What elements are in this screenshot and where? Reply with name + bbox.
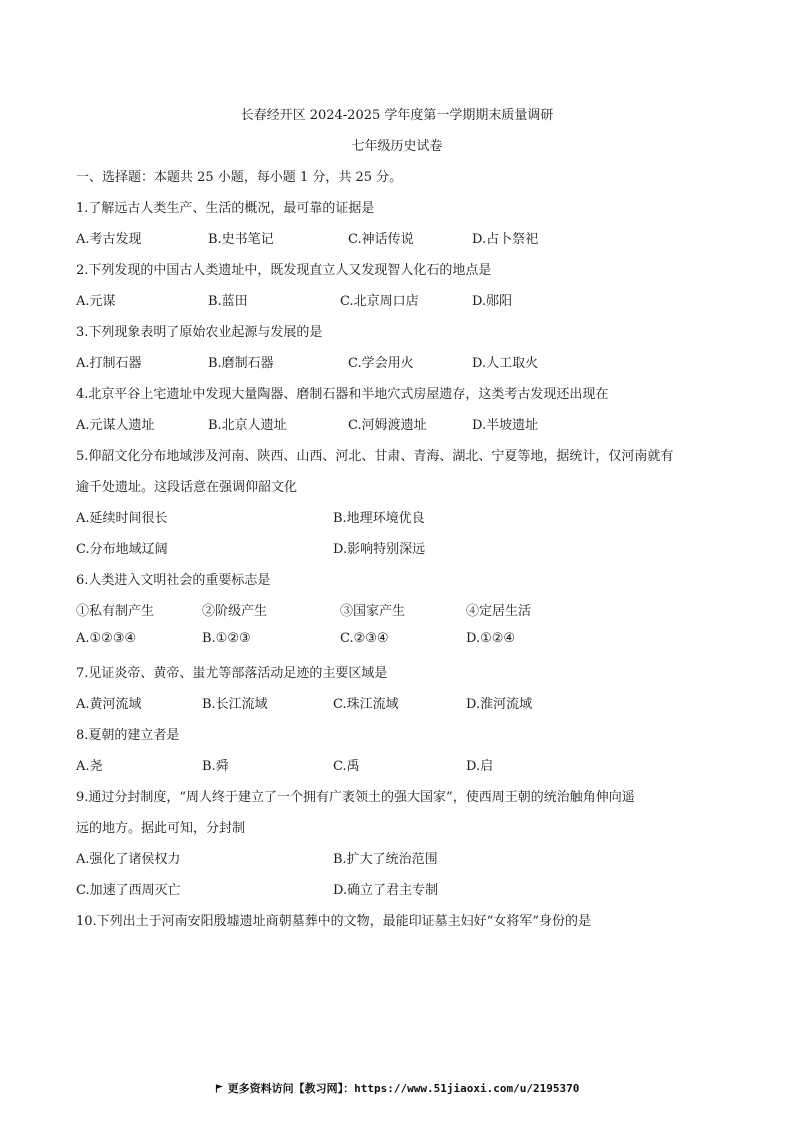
option-d: D.郧阳 <box>472 294 513 309</box>
exam-subtitle: 七年级历史试卷 <box>351 139 443 154</box>
footer-text: 更多资料访问【教习网】：https://www.51jiaoxi.com/u/2195370 <box>227 1082 580 1095</box>
option-c: C.分布地域辽阔 <box>76 542 168 557</box>
option-b: B.地理环境优良 <box>333 511 425 526</box>
option-b: B.扩大了统治范围 <box>333 852 438 867</box>
option-a: A.考古发现 <box>76 232 142 247</box>
question-stem-continued: 远的地方。据此可知，分封制 <box>76 821 246 836</box>
question-stem: 6.人类进入文明社会的重要标志是 <box>76 573 271 588</box>
question-options <box>76 693 736 711</box>
question-stem: 4.北京平谷上宅遗址中发现大量陶器、磨制石器和半地穴式房屋遗存，这类考古发现还出现在 <box>76 387 609 402</box>
item-1: ①私有制产生 <box>76 604 155 619</box>
option-b: B.舜 <box>202 759 229 774</box>
option-d: D.启 <box>466 759 494 774</box>
question-options <box>76 879 736 897</box>
option-b: B.史书笔记 <box>208 232 274 247</box>
option-d: D.半坡遗址 <box>472 418 539 433</box>
item-2: ②阶级产生 <box>202 604 268 619</box>
option-c: C.禹 <box>333 759 360 774</box>
option-b: B.北京人遗址 <box>208 418 287 433</box>
option-c: C.加速了西周灭亡 <box>76 883 181 898</box>
section-heading: 一、选择题：本题共 25 小题，每小题 1 分，共 25 分。 <box>76 170 403 185</box>
item-3: ③国家产生 <box>340 604 406 619</box>
question-options <box>76 848 736 866</box>
question-options <box>76 352 736 370</box>
question-options <box>76 755 736 773</box>
option-a: A.强化了诸侯权力 <box>76 852 181 867</box>
question-options <box>76 414 736 432</box>
footer-link[interactable] <box>0 1080 794 1096</box>
option-b: B.蓝田 <box>208 294 248 309</box>
option-a: A.延续时间很长 <box>76 511 168 526</box>
question-stem: 9.通过分封制度，“周人终于建立了一个拥有广袤领土的强大国家”，使西周王朝的统治触角伸向遥 <box>76 790 635 805</box>
option-d: D.占卜祭祀 <box>472 232 539 247</box>
option-d: D.①②④ <box>466 631 516 646</box>
question-options <box>76 228 736 246</box>
option-c: C.珠江流域 <box>333 697 399 712</box>
exam-title: 长春经开区 2024-2025 学年度第一学期期末质量调研 <box>240 108 554 123</box>
option-a: A.打制石器 <box>76 356 142 371</box>
question-stem: 5.仰韶文化分布地域涉及河南、陕西、山西、河北、甘肃、青海、湖北、宁夏等地，据统计，仅河南就有 <box>76 449 674 464</box>
question-options <box>76 507 736 525</box>
question-stem-continued: 逾千处遗址。这段话意在强调仰韶文化 <box>76 480 298 495</box>
option-d: D.确立了君主专制 <box>333 883 439 898</box>
question-options <box>76 631 736 649</box>
option-a: A.尧 <box>76 759 103 774</box>
option-d: D.人工取火 <box>472 356 539 371</box>
question-options <box>76 290 736 308</box>
question-items <box>76 600 736 618</box>
option-c: C.河姆渡遗址 <box>348 418 427 433</box>
option-c: C.神话传说 <box>348 232 414 247</box>
question-stem: 8.夏朝的建立者是 <box>76 728 180 743</box>
flag-icon <box>215 1084 224 1093</box>
option-c: C.学会用火 <box>348 356 414 371</box>
option-c: C.②③④ <box>340 631 389 646</box>
option-b: B.①②③ <box>202 631 251 646</box>
item-4: ④定居生活 <box>466 604 532 619</box>
question-stem: 7.见证炎帝、黄帝、蚩尤等部落活动足迹的主要区域是 <box>76 666 388 681</box>
question-options <box>76 538 736 556</box>
option-c: C.北京周口店 <box>340 294 419 309</box>
option-a: A.元谋人遗址 <box>76 418 155 433</box>
option-d: D.淮河流域 <box>466 697 533 712</box>
option-a: A.元谋 <box>76 294 116 309</box>
option-a: A.①②③④ <box>76 631 137 646</box>
option-b: B.磨制石器 <box>208 356 274 371</box>
option-b: B.长江流域 <box>202 697 268 712</box>
question-stem: 1.了解远古人类生产、生活的概况，最可靠的证据是 <box>76 201 375 216</box>
option-d: D.影响特别深远 <box>333 542 426 557</box>
question-stem: 10.下列出土于河南安阳殷墟遗址商朝墓葬中的文物，最能印证墓主妇好“女将军”身份的是 <box>76 914 591 929</box>
question-stem: 2.下列发现的中国古人类遗址中，既发现直立人又发现智人化石的地点是 <box>76 263 492 278</box>
question-stem: 3.下列现象表明了原始农业起源与发展的是 <box>76 325 323 340</box>
option-a: A.黄河流域 <box>76 697 142 712</box>
